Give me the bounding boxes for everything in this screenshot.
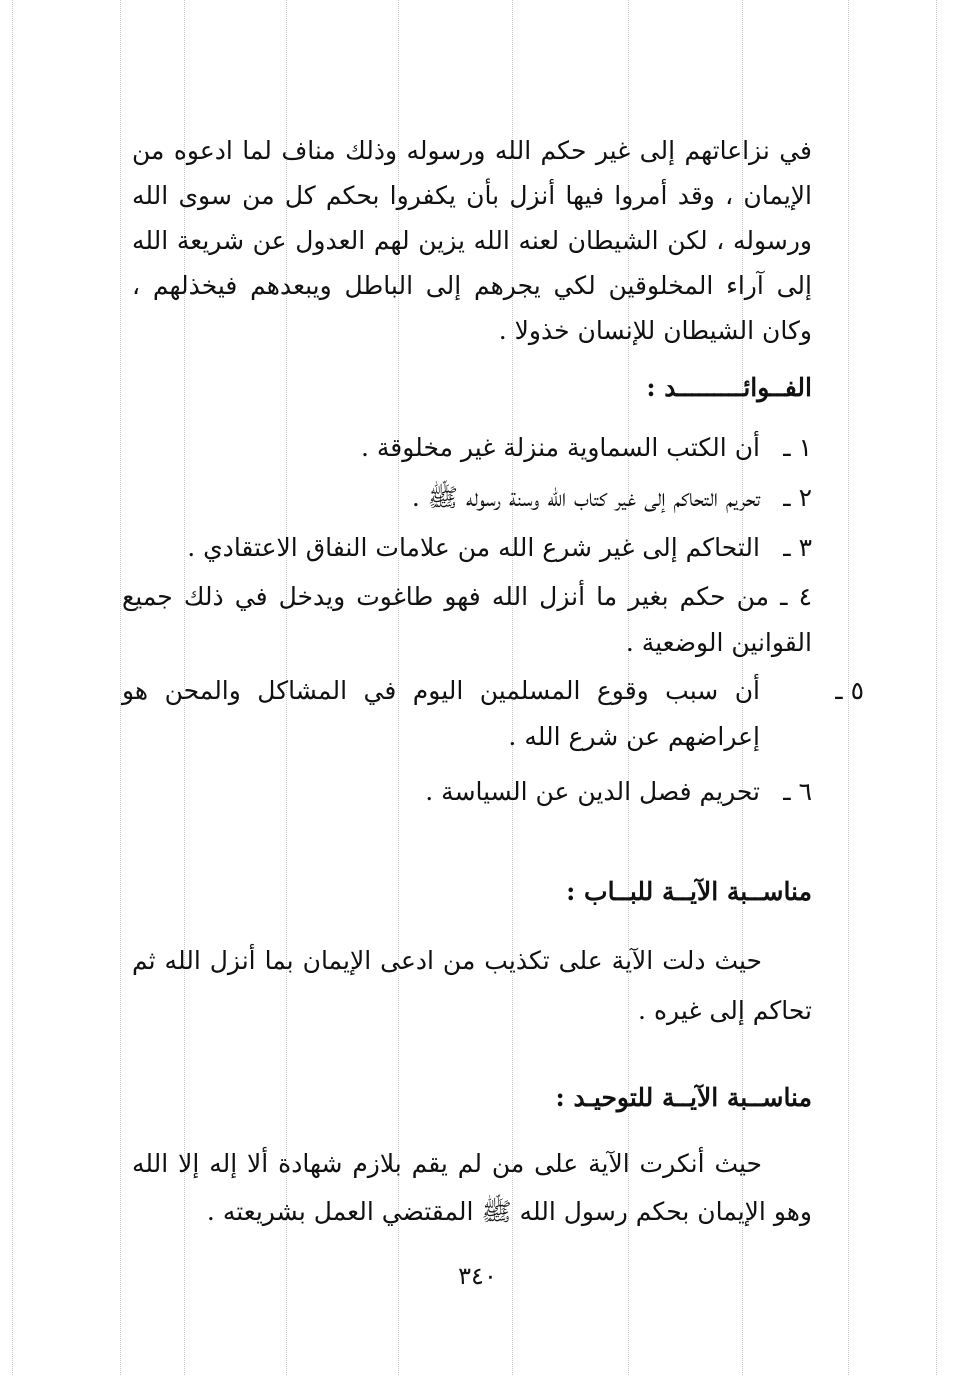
list-item [122, 476, 812, 520]
list-item [122, 526, 812, 570]
tawhid-relevance-text: حيث أنكرت الآية على من لم يقم بلازم شهادة ألا إله إلا الله وهو الإيمان بحكم رسول الله ﷺ المقتضي العمل بشريعته . [132, 1149, 812, 1226]
list-item-number: ٥ ـ [835, 676, 864, 705]
intro-block [132, 128, 812, 353]
list-item-number: ٢ ـ [783, 483, 812, 512]
list-item [122, 770, 812, 814]
list-item-number: ٤ ـ [780, 582, 812, 611]
tawhid-relevance-heading: مناســبة الآيــة للتوحيـد : [555, 1083, 812, 1112]
tawhid-relevance-block [132, 1140, 812, 1236]
list-item-text: أن الكتب السماوية منزلة غير مخلوقة . [361, 433, 760, 462]
chapter-relevance-block [132, 936, 812, 1036]
list-item-number: ٣ ـ [783, 533, 812, 562]
page-number: ٣٤٠ [458, 1262, 497, 1290]
list-item [122, 668, 864, 760]
benefits-heading: الفــوائـــــــــد : [646, 373, 812, 402]
list-item [122, 426, 812, 470]
list-item-number: ٦ ـ [783, 777, 812, 806]
list-item-text: أن سبب وقوع المسلمين اليوم في المشاكل والمحن هو إعراضهم عن شرع الله . [122, 676, 760, 751]
chapter-relevance-heading-block [132, 872, 812, 912]
chapter-relevance-heading: مناســبة الآيــة للبــاب : [566, 877, 812, 906]
list-item-text: من حكم بغير ما أنزل الله فهو طاغوت ويدخل في ذلك جميع القوانين الوضعية . [122, 582, 812, 657]
chapter-relevance-text: حيث دلت الآية على تكذيب من ادعى الإيمان بما أنزل الله ثم تحاكم إلى غيره . [132, 946, 812, 1025]
benefits-heading-block [132, 368, 812, 408]
list-item-text: تحريم التحاكم إلى غير كتاب الله وسنة رسوله ﷺ . [411, 483, 760, 512]
intro-paragraph: في نزاعاتهم إلى غير حكم الله ورسوله وذلك مناف لما ادعوه من الإيمان ، وقد أمروا فيها أنزل بأن يكفروا بحكم كل من سوى الله ورسوله ، لكن الشيطان لعنه الله يزين لهم العدول عن شريعة الله إلى آراء المخلوقين لكي يجرهم إلى الباطل ويبعدهم فيخذلهم ، وكان الشيطان للإنسان خذولا . [132, 136, 812, 345]
list-item [122, 574, 812, 666]
list-item-text: التحاكم إلى غير شرع الله من علامات النفاق الاعتقادي . [187, 533, 760, 562]
list-item-text: تحريم فصل الدين عن السياسة . [425, 777, 760, 806]
tawhid-relevance-heading-block [132, 1078, 812, 1118]
list-item-number: ١ ـ [783, 433, 812, 462]
